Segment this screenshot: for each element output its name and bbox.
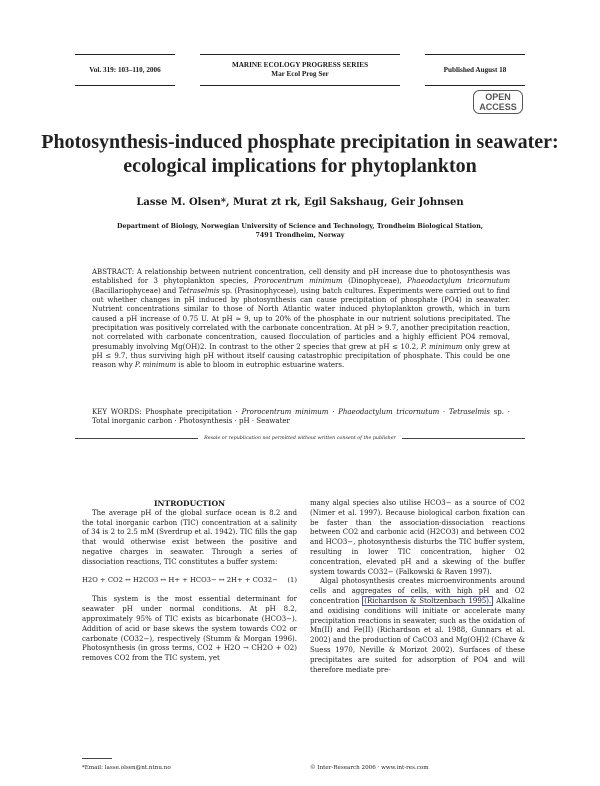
species-name: Tetraselmis: [178, 286, 220, 295]
keyword: Phosphate precipitation ·: [145, 408, 238, 416]
open-access-line1: OPEN: [485, 92, 511, 102]
affiliation: [90, 222, 510, 240]
species-name: Phaeodactylum tricornutum: [407, 277, 510, 286]
publication-date: [425, 54, 525, 86]
rights-notice: [75, 436, 525, 441]
equation-number: (1): [287, 575, 297, 584]
keyword: sp. · Total inorganic carbon · Photosynthesis · pH · Seawater: [92, 408, 510, 426]
copyright-notice: © Inter-Research 2006 · www.int-res.com: [310, 765, 429, 771]
abstract-text-4: sp. (Prasinophyceae), using batch cultures. Experiments were carried out to find out whether changes in pH induced by photosynthesis can cause precipitation of phosphate (PO4) in seawater. Nutrient concentrations similar to those of North Atlantic water induced phytoplankton growth, which in turn caused a pH increase of 0.75 U. At pH ≈ 9, up to 20% of the phosphate in our nutrient solutions precipitated. The precipitation was positively correlated with the carbonate concentration. At pH > 9.7, another precipitation reaction, not correlated with carbonate concentration, caused flocculation of particles and a highly efficient PO4 removal, presumably involving Mg(OH)2. In contrast to the other 2 species that grew at pH ≤ 10.2,: [92, 286, 510, 351]
body-column-left: [82, 499, 297, 664]
divider: [402, 438, 525, 439]
keywords-label: KEY WORDS:: [92, 408, 142, 416]
keyword-separator: ·: [332, 408, 335, 416]
published-text: Published August 18: [443, 65, 507, 74]
body-paragraph: This system is the most essential determinant for seawater pH under normal conditions. At pH 8.2, approximately 95% of TIC exists as bicarbonate (HCO3−). Addition of acid or base skews the system towards CO2 or carbonate (CO32−), respectively (Stumm & Morgan 1996). Photosynthesis (in gross terms, CO2 + H2O → CH2O + O2) removes CO2 from the TIC system, yet: [82, 595, 297, 663]
abstract: [92, 268, 510, 371]
paper-title: Photosynthesis-induced phosphate precipitation in seawater: ecological implications for phytoplankton: [41, 131, 559, 177]
abstract-text-5: only grew at pH ≤ 9.7, thus surviving high pH without itself causing catastrophic precipitation of phosphate. This could be one reason why: [92, 342, 510, 370]
journal-name: MARINE ECOLOGY PROGRESS SERIES: [231, 61, 369, 69]
affiliation-line-2: 7491 Trondheim, Norway: [255, 232, 345, 239]
open-access-line2: ACCESS: [479, 102, 517, 112]
keyword: Phaeodactylum tricornutum: [338, 408, 440, 416]
footnote-rule: [82, 758, 112, 759]
species-name: Prorocentrum minimum: [253, 277, 343, 286]
journal-abbrev: Mar Ecol Prog Ser: [271, 70, 329, 78]
abstract-text-3: (Bacillariophyceae) and: [92, 286, 177, 295]
species-name: P. minimum: [134, 361, 177, 370]
abstract-text-6: is able to bloom in eutrophic estuarine waters.: [178, 361, 345, 370]
keyword: Prorocentrum minimum: [241, 408, 329, 416]
corresponding-email: *Email: lasse.olsen@nt.ntnu.no: [82, 765, 171, 771]
abstract-text-2: (Dinophyceae),: [348, 277, 402, 286]
body-paragraph: [310, 577, 525, 675]
body-paragraph: many algal species also utilise HCO3− as a source of CO2 (Nimer et al. 1997). Because biological carbon fixation can be faster than the association-dissociation reactions between CO2 and carbonic acid (H2CO3) and between CO2 and HCO3−, photosynthesis disturbs the TIC buffer system, resulting in lower TIC concentration, higher O2 concentration, elevated pH and a skewing of the buffer system towards CO32− (Falkowski & Raven 1997).: [310, 499, 525, 576]
body-text: Algal photosynthesis creates microenvironments around cells and aggregates of cells, with high pH and O2 concentration: [310, 577, 525, 605]
body-column-right: [310, 499, 525, 675]
author-list: Lasse M. Olsen*, Murat zt rk, Egil Sakshaug, Geir Johnsen: [136, 197, 464, 208]
keywords: [92, 408, 510, 427]
section-heading: INTRODUCTION: [153, 499, 226, 508]
citation-link[interactable]: (Richardson & Stoltzenbach 1995).: [364, 596, 492, 605]
abstract-label: ABSTRACT:: [92, 268, 135, 276]
keyword-separator: ·: [442, 408, 446, 416]
volume-text: Vol. 319: 103–110, 2006: [89, 65, 161, 74]
keyword: Tetraselmis: [448, 408, 490, 416]
journal-info: [200, 54, 400, 86]
volume-info: [75, 54, 175, 86]
body-paragraph: The average pH of the global surface ocean is 8.2 and the total inorganic carbon (TIC) concentration at a salinity of 34 is 2 to 2.5 mM (Sverdrup et al. 1942). TIC fills the gap that would otherwise exist between the positive and negative charges in seawater. Through a series of dissociation reactions, TIC constitutes a buffer system:: [82, 508, 297, 566]
equation: [82, 576, 297, 586]
species-name: P. minimum: [420, 342, 463, 351]
affiliation-line-1: Department of Biology, Norwegian University of Science and Technology, Trondheim Biological Station,: [117, 223, 483, 230]
abstract-text-1: A relationship between nutrient concentration, cell density and pH increase due to photosynthesis was established for 3 phytoplankton species,: [92, 268, 510, 286]
divider: [75, 438, 198, 439]
equation-text: H2O + CO2 ↔ H2CO3 ↔ H+ + HCO3− ↔ 2H+ + CO32−: [82, 575, 278, 584]
rights-text: Resale or republication not permitted without written consent of the publisher: [204, 436, 396, 441]
body-text: Alkaline and oxidising conditions will initiate or accelerate many precipitation reactions in seawater, such as the oxidation of Mn(II) and Fe(II) (Richardson et al. 1988, Gunnars et al. 2002) and the production of CaCO3 and Mg(OH)2 (Chave & Suess 1970, Neville & Morizot 2002). Surfaces of these precipitates are suited for adsorption of PO4 and will therefore mediate pre-: [310, 596, 525, 674]
open-access-badge: [473, 90, 523, 114]
